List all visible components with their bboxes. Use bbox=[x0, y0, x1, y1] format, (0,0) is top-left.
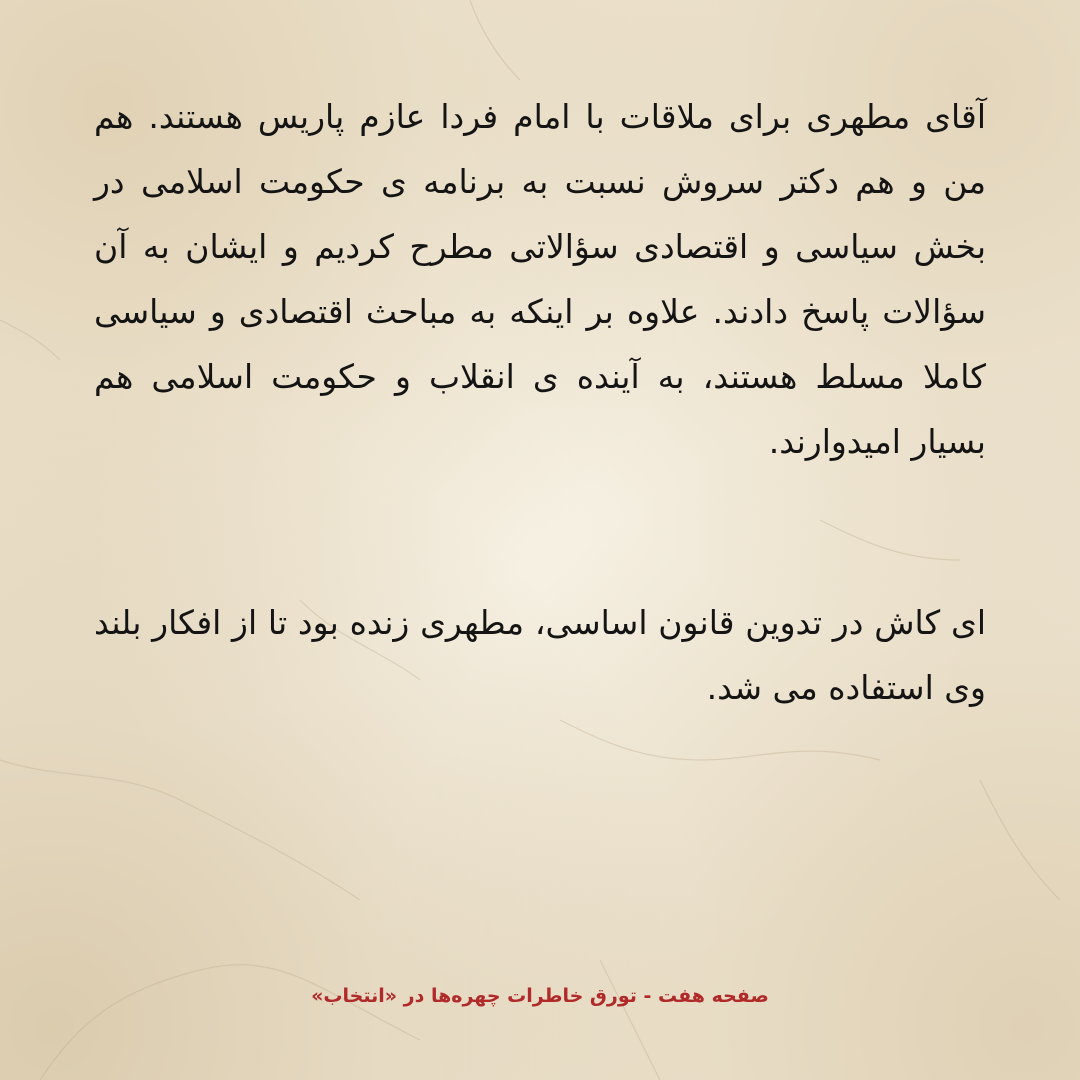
memoir-paragraph-2: ای کاش در تدوین قانون اساسی، مطهری زنده بود تا از افکار بلند وی استفاده می شد. bbox=[94, 603, 986, 707]
footer-caption: صفحه هفت - تورق خاطرات چهره‌ها در «انتخاب» bbox=[311, 985, 769, 1007]
memoir-paragraph-1: آقای مطهری برای ملاقات با امام فردا عازم پاریس هستند. هم من و هم دکتر سروش نسبت به برنامه ی حکومت اسلامی در بخش سیاسی و اقتصادی سؤالاتی مطرح کردیم و ایشان به آن سؤالات پاسخ دادند. علاوه بر اینکه به مباحث اقتصادی و سیاسی کاملا مسلط هستند، به آینده ی انقلاب و حکومت اسلامی هم بسیار امیدوارند. bbox=[94, 97, 986, 461]
